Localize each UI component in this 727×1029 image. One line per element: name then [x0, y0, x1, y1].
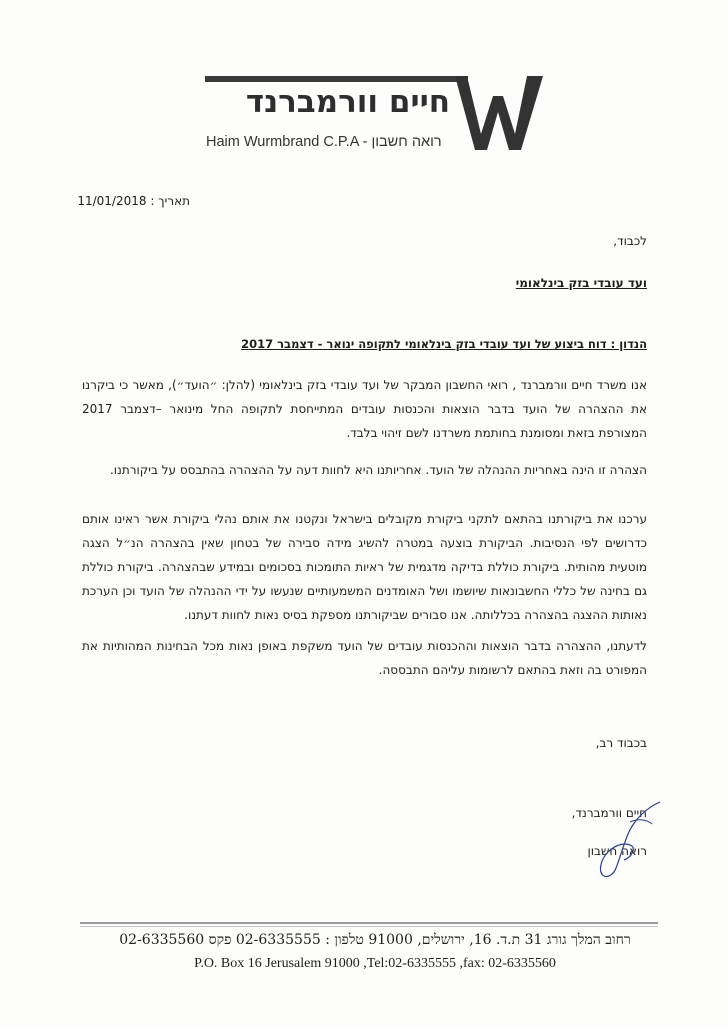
- signer-name: חיים וורמברנד,: [571, 806, 647, 820]
- date-label: תאריך :: [150, 194, 190, 208]
- subject-line: הנדון : דוח ביצוע של ועד עובדי בזק בינלאומי לתקופה ינואר - דצמבר 2017: [241, 337, 647, 351]
- firm-name: חיים וורמברנד: [245, 84, 450, 120]
- firm-subtitle: Haim Wurmbrand C.P.A - רואה חשבון: [206, 134, 442, 150]
- date-line: [77, 193, 190, 209]
- salutation: לכבוד,: [613, 234, 647, 248]
- closing: בכבוד רב,: [595, 736, 647, 750]
- paragraph-3: ערכנו את ביקורתנו בהתאם לתקני ביקורת מקובלים בישראל ונקטנו את אותם נהלי ביקורת אשר ראינו אותם כדרושים לפי הנסיבות. הביקורת בוצעה במטרה להשיג מידה סבירה של בטחון שאין בהצהרה הנ״ל הצגה מוטעית מהותית. ביקורת כוללת בדיקה מדגמית של ראיות התומכות בסכומים ובמידע שבהצהרה. ביקורת כוללת גם בחינה של כללי החשבונאות שיושמו ושל האומדנים המשמעותיים שנעשו על ידי ההנהלה של הועד וכן הערכת נאותות ההצגה בהצהרה בכללותה. אנו סבורים שביקורתנו מספקת בסיס נאות לחוות דעתנו.: [82, 512, 647, 622]
- date-value: 11/01/2018: [77, 194, 147, 208]
- footer-address-english: P.O. Box 16 Jerusalem 91000 ,Tel:02-6335555 ,fax: 02-6335560: [194, 956, 556, 971]
- footer-divider-thin: [80, 926, 658, 927]
- footer-address-hebrew: רחוב המלך גורג 31 ת.ד. 16, ירושלים, 91000 טלפון : 02-6335555 פקס 02-6335560: [119, 932, 631, 948]
- signer-title: רואה חשבון: [587, 844, 647, 858]
- paragraph-2: הצהרה זו הינה באחריות ההנהלה של הועד. אחריותנו היא לחוות דעה על ההצהרה בהתבסס על ביקורתנו.: [109, 463, 647, 477]
- handwritten-signature-icon: [590, 798, 670, 880]
- footer-divider: [80, 922, 658, 924]
- addressee: ועד עובדי בזק בינלאומי: [515, 276, 647, 290]
- paragraph-4: לדעתנו, ההצהרה בדבר הוצאות וההכנסות עובדים של הועד משקפת באופן נאות מכל הבחינות המהותיות את המפורט בה וזאת בהתאם לרשומות עליהם התבססה.: [82, 639, 647, 677]
- firm-logo-w-icon: [453, 72, 545, 152]
- paragraph-1: אנו משרד חיים וורמברנד , רואי החשבון המבקר של ועד עובדי בזק בינלאומי (להלן: ״הועד״), מאשר כי ביקרנו את ההצהרה של הועד בדבר הוצאות והכנסות עובדים המתייחסת לתקופה החל מינואר –דצמבר 2017 המצורפת בזאת ומסומנת בחותמת משרדנו לשם זיהוי בלבד.: [82, 378, 647, 440]
